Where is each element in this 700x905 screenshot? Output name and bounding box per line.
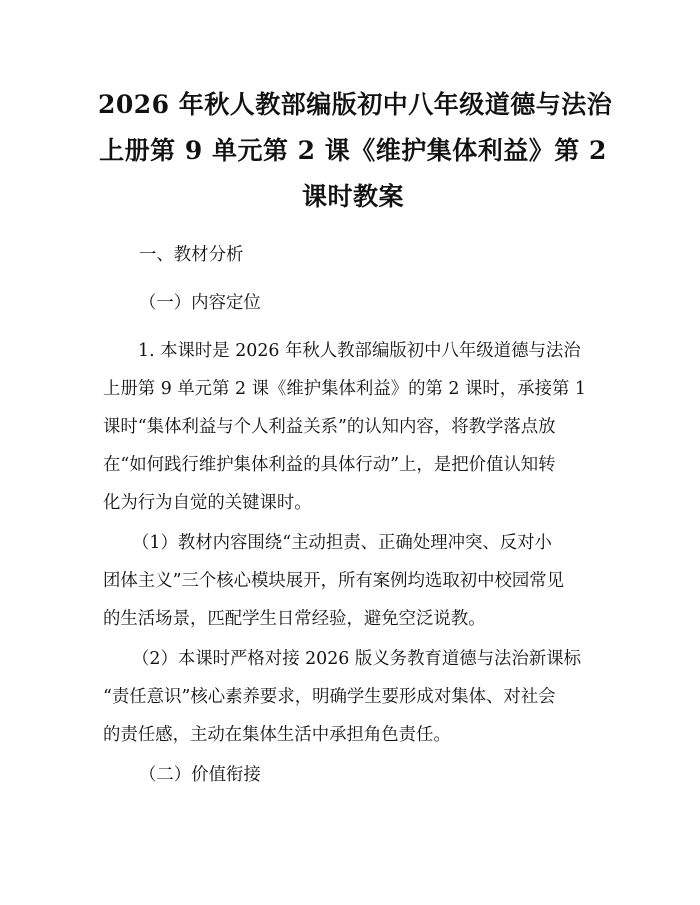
paragraph-curriculum-standard (103, 640, 601, 754)
document-title (98, 82, 613, 220)
section-heading-textbook-analysis: 一、教材分析 (139, 245, 244, 265)
paragraph-line: 的生活场景，匹配学生日常经验，避免空泛说教。 (103, 609, 486, 629)
paragraph-line: 团体主义”三个核心模块展开，所有案例均选取初中校园常见 (103, 571, 565, 591)
paragraph-content-modules (103, 524, 601, 638)
paragraph-line: 的责任感，主动在集体生活中承担角色责任。 (103, 725, 451, 745)
title-line-2: 上册第 9 单元第 2 课《维护集体利益》第 2 (99, 136, 607, 165)
subsection-heading-content-positioning: （一）内容定位 (139, 293, 261, 313)
paragraph-line: 课时“集体利益与个人利益关系”的认知内容，将教学落点放 (103, 417, 556, 437)
paragraph-line: （2）本课时严格对接 2026 版义务教育道德与法治新课标 (132, 649, 581, 669)
paragraph-line: 上册第 9 单元第 2 课《维护集体利益》的第 2 课时，承接第 1 (103, 379, 586, 399)
paragraph-line: （1）教材内容围绕“主动担责、正确处理冲突、反对小 (132, 533, 552, 553)
title-line-1: 2026 年秋人教部编版初中八年级道德与法治 (98, 90, 613, 119)
paragraph-line: 化为行为自觉的关键课时。 (103, 493, 312, 513)
paragraph-line: 在“如何践行维护集体利益的具体行动”上，是把价值认知转 (103, 455, 556, 475)
paragraph-line: 1. 本课时是 2026 年秋人教部编版初中八年级道德与法治 (138, 341, 581, 361)
paragraph-line: “责任意识”核心素养要求，明确学生要形成对集体、对社会 (103, 687, 556, 707)
paragraph-lesson-overview (103, 332, 601, 522)
subsection-heading-value-connection: （二）价值衔接 (139, 765, 261, 785)
title-line-3: 课时教案 (301, 182, 404, 211)
